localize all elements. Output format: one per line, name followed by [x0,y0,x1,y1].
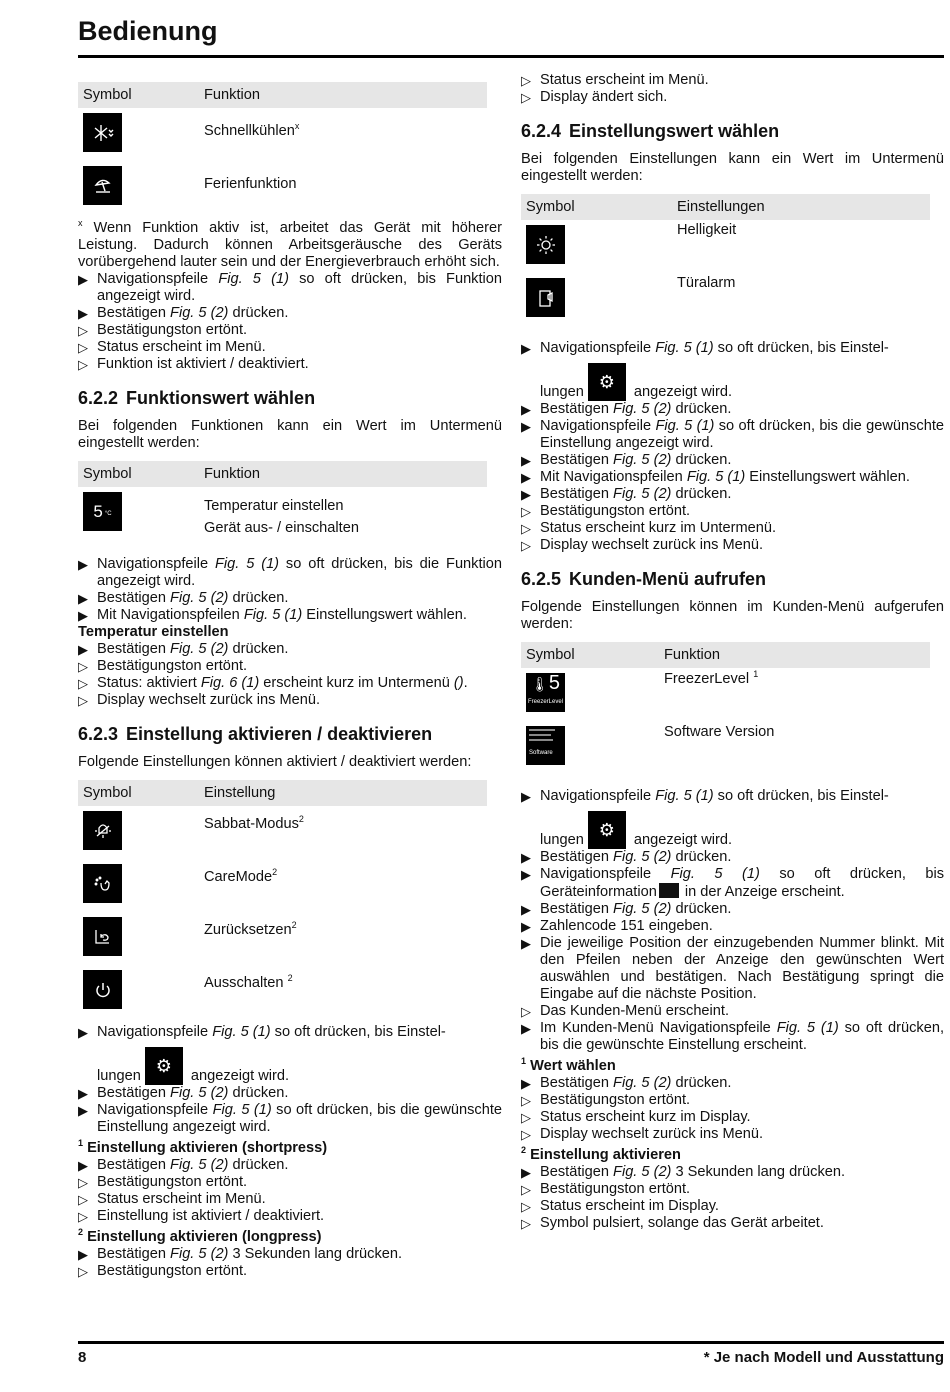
result-marker-icon: ▷ [78,1209,88,1224]
care-mode-icon [83,864,122,903]
step-list [521,72,944,106]
result-marker-icon: ▷ [521,1004,531,1019]
table-row [78,161,487,214]
action-marker-icon: ▶ [521,902,531,917]
function-table-1 [78,82,487,214]
table-header [78,82,487,108]
section-intro: Folgende Einstellungen können aktiviert / deaktiviert werden: [78,754,472,770]
step-list [78,1085,502,1136]
result-marker-icon: ▷ [521,1110,531,1125]
step-list [521,1075,944,1143]
col-setting: Einstellung [204,784,276,801]
action-marker-icon: ▶ [78,608,88,623]
action-marker-icon: ▶ [78,1103,88,1118]
subheading-wert-waehlen: $^1$ Wert wählen [521,1056,616,1074]
list-item: ▶ Navigationspfeile Fig. 5 (1) so oft drücken, bis Geräteinformation in der Anzeige erscheint. [521,866,945,900]
list-item: ▶ Bestätigen Fig. 5 (2) drücken. [521,1075,732,1091]
step-list [521,401,944,554]
table-row [521,273,930,326]
action-marker-icon: ▶ [78,306,88,321]
step-list [521,901,944,1054]
settings-gear-icon: ⚙ [588,811,626,849]
label-schnellkuehlen: Schnellkühlen [204,123,295,139]
footnote-x: $^x$ Wenn Funktion aktiv ist, arbeitet das Gerät mit höherer Leistung. Dadurch können Arbeitsgeräusche des Geräts vorübergehend lauter sein und der Energieverbrauch erhöht sich. [78,218,502,270]
section-heading-6-2-4: 6.2.4 Einstellungswert wählen [521,121,780,141]
list-item: ▷ Bestätigungston ertönt. [78,1174,248,1190]
list-item: ▷ Status erscheint im Menü. [78,339,266,355]
action-marker-icon: ▶ [78,642,88,657]
action-marker-icon: ▶ [521,919,531,934]
settings-value-table [521,194,930,326]
list-item: ▶ Bestätigen Fig. 5 (2) drücken. [521,401,732,417]
settings-gear-icon: ⚙ [145,1047,183,1085]
result-marker-icon: ▷ [78,357,88,372]
list-item: ▶ Navigationspfeile Fig. 5 (1) so oft drücken, bis Einstel- [78,1024,446,1040]
list-item: ▷ Status erscheint im Display. [521,1198,719,1214]
list-item: ▶ Navigationspfeile Fig. 5 (1) so oft drücken, bis die gewünschte Einstellung angezeigt wird. [521,418,944,451]
snowflake-fast-icon [83,113,122,152]
list-item: ▷ Symbol pulsiert, solange das Gerät arbeitet. [521,1215,824,1231]
result-marker-icon: ▷ [78,1192,88,1207]
action-marker-icon: ▶ [521,1076,531,1091]
list-item: ▶ Navigationspfeile Fig. 5 (1) so oft drücken, bis Einstel- [521,340,889,356]
list-item: ▶ Zahlencode 151 eingeben. [521,918,713,934]
result-marker-icon: ▷ [521,1199,531,1214]
col-function: Funktion [664,646,720,663]
result-marker-icon: ▷ [78,1175,88,1190]
step-list [521,849,944,866]
list-item: ▶ Bestätigen Fig. 5 (2) 3 Sekunden lang drücken. [521,1164,846,1180]
reset-icon [83,917,122,956]
table-row [78,487,487,550]
page-number: 8 [78,1349,87,1366]
door-alarm-icon [526,278,565,317]
result-marker-icon: ▷ [521,1216,531,1231]
label-tueralarm: Türalarm [677,275,736,291]
col-function: Funktion [204,465,260,482]
list-item: ▷ Status: aktiviert Fig. 6 (1) erscheint kurz im Untermenü (). [78,675,468,691]
result-marker-icon: ▷ [521,521,531,536]
table-row: 🌡5 FreezerLevel FreezerLevel $^1$ [521,668,930,721]
list-item: ▷ Status erscheint kurz im Untermenü. [521,520,777,536]
table-row [521,721,930,774]
label-freezerlevel: FreezerLevel [664,671,754,687]
section-intro: Folgende Einstellungen können im Kunden-Menü aufgerufen werden: [521,599,944,632]
step-list [78,271,502,373]
list-item: ▷ Bestätigungston ertönt. [78,1263,248,1279]
list-item: ▷ Display wechselt zurück ins Menü. [521,1126,764,1142]
label-ferienfunktion: Ferienfunktion [204,176,297,192]
freezer-level-icon: 🌡5 FreezerLevel [526,673,565,712]
result-marker-icon: ▷ [521,1093,531,1108]
list-item: ▷ Das Kunden-Menü erscheint. [521,1003,730,1019]
col-symbol: Symbol [83,465,132,482]
footer-note: * Je nach Modell und Ausstattung [703,1349,944,1366]
list-item: ▶ Bestätigen Fig. 5 (2) drücken. [78,641,289,657]
list-item: ▶ Navigationspfeile Fig. 5 (1) so oft drücken, bis die Funktion angezeigt wird. [78,556,502,589]
list-item: ▶ Bestätigen Fig. 5 (2) drücken. [521,452,732,468]
list-item: ▶ Navigationspfeile Fig. 5 (1) so oft drücken, bis Einstel- [521,788,889,804]
table-header [521,194,930,220]
list-item: ▶ Im Kunden-Menü Navigationspfeile Fig. 5 (1) so oft drücken, bis die gewünschte Einstellung erscheint. [521,1020,944,1053]
page-title: Bedienung [78,16,218,46]
label-geraet-aus-ein: Gerät aus- / einschalten [204,520,359,536]
label-software-version: Software Version [664,724,775,740]
list-item: lungen⚙ angezeigt wird. [521,363,944,401]
list-item: ▶ Navigationspfeile Fig. 5 (1) so oft drücken, bis Funktion angezeigt wird. [78,271,503,304]
table-row: Ausschalten $^2$ [78,965,487,1018]
list-item: ▷ Einstellung ist aktiviert / deaktiviert. [78,1208,325,1224]
result-marker-icon: ▷ [521,504,531,519]
table-header [78,461,487,487]
action-marker-icon: ▶ [521,1165,531,1180]
table-row: CareMode$^2$ [78,859,487,912]
settings-gear-icon: ⚙ [588,363,626,401]
action-marker-icon: ▶ [78,1086,88,1101]
table-row [521,220,930,273]
header-rule [78,55,944,58]
action-marker-icon: ▶ [78,272,88,287]
action-marker-icon: ▶ [521,470,531,485]
col-symbol: Symbol [526,646,575,663]
result-marker-icon: ▷ [78,323,88,338]
settings-table [78,780,487,1018]
action-marker-icon: ▶ [521,1021,531,1036]
label-sabbat: Sabbat-Modus [204,816,299,832]
result-marker-icon: ▷ [521,1127,531,1142]
subheading-longpress: $^2$ Einstellung aktivieren (longpress) [78,1227,322,1245]
action-marker-icon: ▶ [78,557,88,572]
temperature-display-icon: 5 °C [83,492,122,531]
footnote-mark: x [294,121,300,132]
list-item: ▶ Mit Navigationspfeilen Fig. 5 (1) Einstellungswert wählen. [78,607,467,623]
step-list [78,556,502,624]
result-marker-icon: ▷ [521,1182,531,1197]
list-item: ▶ Bestätigen Fig. 5 (2) drücken. [521,901,732,917]
table-row: Zurücksetzen$^2$ [78,912,487,965]
result-marker-icon: ▷ [78,1264,88,1279]
list-item: lungen⚙ angezeigt wird. [521,811,944,849]
table-header [78,780,487,806]
label-caremode: CareMode [204,869,273,885]
footnote-text: Wenn Funktion aktiv ist, arbeitet das Gerät mit höherer Leistung. Dadurch können Arbeitsgeräusche des Geräts vorübergehend lauter sein und der Energieverbrauch erhöht sich. [78,220,502,270]
list-item: ▶ Bestätigen Fig. 5 (2) drücken. [521,849,732,865]
label-temperatur: Temperatur einstellen [204,498,344,514]
result-marker-icon: ▷ [521,90,531,105]
result-marker-icon: ▷ [78,340,88,355]
power-icon [83,970,122,1009]
step-list [521,1164,944,1232]
list-item: ▶ Bestätigen Fig. 5 (2) drücken. [78,1085,289,1101]
list-item: ▷ Display wechselt zurück ins Menü. [521,537,764,553]
step-list [78,1157,502,1225]
list-item: ▷ Status erscheint im Menü. [78,1191,266,1207]
table-header [521,642,930,668]
list-item: ▷ Bestätigungston ertönt. [78,322,248,338]
col-settings: Einstellungen [677,198,765,215]
action-marker-icon: ▶ [521,936,531,951]
list-item: ▶ Bestätigen Fig. 5 (2) drücken. [78,305,289,321]
section-intro: Bei folgenden Funktionen kann ein Wert im Untermenü eingestellt werden: [78,418,502,451]
subheading-temperatur: Temperatur einstellen [78,624,229,640]
list-item: ▷ Bestätigungston ertönt. [521,1181,691,1197]
left-column [78,82,502,1280]
action-marker-icon: ▶ [521,419,531,434]
customer-menu-table [521,642,930,774]
action-marker-icon: ▶ [78,1247,88,1262]
subheading-shortpress: $^1$ Einstellung aktivieren (shortpress) [78,1138,328,1156]
function-table-2 [78,461,487,550]
col-symbol: Symbol [526,198,575,215]
action-marker-icon: ▶ [521,850,531,865]
section-intro: Bei folgenden Einstellungen kann ein Wert im Untermenü eingestellt werden: [521,151,944,184]
sabbath-mode-icon [83,811,122,850]
action-marker-icon: ▶ [521,453,531,468]
result-marker-icon: ▷ [78,676,88,691]
right-column [521,72,944,1232]
result-marker-icon: ▷ [78,659,88,674]
subheading-einstellung-aktivieren: $^2$ Einstellung aktivieren [521,1145,681,1163]
list-item: ▶ Mit Navigationspfeilen Fig. 5 (1) Einstellungswert wählen. [521,469,910,485]
col-function: Funktion [204,86,260,103]
table-row [78,108,487,161]
list-item: ▶ Bestätigen Fig. 5 (2) drücken. [521,486,732,502]
list-item: ▶ Navigationspfeile Fig. 5 (1) so oft drücken, bis die gewünschte Einstellung angezeigt wird. [78,1102,502,1135]
col-symbol: Symbol [83,86,132,103]
footer-rule [78,1341,944,1344]
section-heading-6-2-2: 6.2.2 Funktionswert wählen [78,388,316,408]
list-item: ▷ Display wechselt zurück ins Menü. [78,692,321,708]
step-list [78,1246,502,1280]
label-zuruecksetzen: Zurücksetzen [204,922,292,938]
action-marker-icon: ▶ [521,402,531,417]
label-helligkeit: Helligkeit [677,222,737,238]
result-marker-icon: ▷ [521,73,531,88]
device-info-icon [659,883,679,898]
col-symbol: Symbol [83,784,132,801]
list-item: ▶ Bestätigen Fig. 5 (2) drücken. [78,590,289,606]
result-marker-icon: ▷ [521,538,531,553]
list-item: ▷ Display ändert sich. [521,89,668,105]
label-ausschalten: Ausschalten [204,975,288,991]
section-heading-6-2-3: 6.2.3 Einstellung aktivieren / deaktivieren [78,724,433,744]
result-marker-icon: ▷ [78,693,88,708]
action-marker-icon: ▶ [78,591,88,606]
section-heading-6-2-5: 6.2.5 Kunden-Menü aufrufen [521,569,767,589]
list-item: ▷ Bestätigungston ertönt. [78,658,248,674]
list-item: ▷ Funktion ist aktiviert / deaktiviert. [78,356,309,372]
brightness-icon [526,225,565,264]
software-info-icon: Software [526,726,565,765]
step-list [78,641,502,709]
action-marker-icon: ▶ [521,487,531,502]
list-item: ▶ Die jeweilige Position der einzugebenden Nummer blinkt. Mit den Pfeilen neben der Anzeige den gewünschten Wert auswählen und bestätigen. Nach Bestätigung springt die Eingabe auf die nächste Position. [521,935,944,1002]
list-item: ▷ Bestätigungston ertönt. [521,1092,691,1108]
action-marker-icon: ▶ [78,1158,88,1173]
list-item: lungen⚙ angezeigt wird. [78,1047,502,1085]
list-item: ▶ Bestätigen Fig. 5 (2) 3 Sekunden lang drücken. [78,1246,403,1262]
list-item: ▶ Bestätigen Fig. 5 (2) drücken. [78,1157,289,1173]
holiday-umbrella-icon [83,166,122,205]
list-item: ▷ Status erscheint kurz im Display. [521,1109,751,1125]
table-row: Sabbat-Modus$^2$ [78,806,487,859]
list-item: ▷ Status erscheint im Menü. [521,72,709,88]
list-item: ▷ Bestätigungston ertönt. [521,503,691,519]
